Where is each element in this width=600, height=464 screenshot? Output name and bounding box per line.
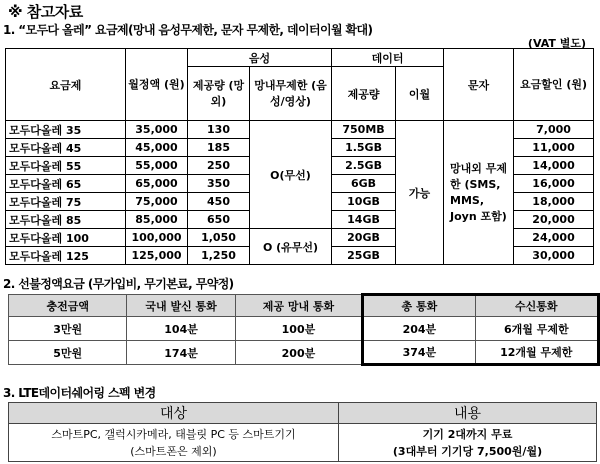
target-line2: (스마트폰은 제외)	[130, 444, 217, 458]
plan-discount: 11,000	[514, 139, 594, 157]
plan-voice: 450	[188, 193, 250, 211]
plan-data: 750MB	[332, 121, 396, 139]
charge-amount: 5만원	[9, 341, 127, 365]
plan-voice: 185	[188, 139, 250, 157]
unlimited-all: O (유무선)	[250, 229, 332, 265]
header-discount: 요금할인 (원)	[514, 49, 594, 121]
plan-data: 20GB	[332, 229, 396, 247]
header-monthly-fee: 월정액 (원)	[126, 49, 188, 121]
sms-text: 망내외 무제한 (SMS, MMS, Joyn 포함)	[444, 121, 514, 265]
in-network-call: 200분	[235, 341, 362, 365]
header-charge: 충전금액	[9, 295, 127, 317]
incoming-call: 12개월 무제한	[475, 341, 598, 365]
carryover-value: 가능	[396, 121, 444, 265]
header-incoming-call: 수신통화	[475, 295, 598, 317]
plan-data: 25GB	[332, 247, 396, 265]
plan-discount: 30,000	[514, 247, 594, 265]
incoming-call: 6개월 무제한	[475, 317, 598, 341]
prepaid-table	[8, 293, 600, 366]
plan-discount: 7,000	[514, 121, 594, 139]
header-voice: 음성	[188, 49, 332, 67]
plan-discount: 24,000	[514, 229, 594, 247]
header-data-amount: 제공량	[332, 67, 396, 121]
plan-name: 모두다올레 55	[6, 157, 126, 175]
plan-fee: 100,000	[126, 229, 188, 247]
header-data-carryover: 이월	[396, 67, 444, 121]
plan-name: 모두다올레 125	[6, 247, 126, 265]
plan-name: 모두다올레 65	[6, 175, 126, 193]
plan-fee: 35,000	[126, 121, 188, 139]
total-call: 204분	[363, 317, 475, 341]
content-cell	[339, 424, 597, 462]
data-sharing-table	[8, 402, 597, 462]
plan-fee: 65,000	[126, 175, 188, 193]
plan-voice: 130	[188, 121, 250, 139]
plan-fee: 45,000	[126, 139, 188, 157]
header-voice-unlimited: 망내무제한 (음성/영상)	[250, 67, 332, 121]
plan-fee: 85,000	[126, 211, 188, 229]
content-line2: (3대부터 기기당 7,500원/월)	[392, 444, 543, 458]
plan-voice: 1,250	[188, 247, 250, 265]
vat-note: (VAT 별도)	[527, 37, 586, 50]
plan-data: 10GB	[332, 193, 396, 211]
content-line1: 기기 2대까지 무료	[422, 427, 513, 441]
total-call: 374분	[363, 341, 475, 365]
target-line1: 스마트PC, 갤럭시카메라, 태블릿 PC 등 스마트기기	[51, 427, 296, 441]
plan-table	[5, 48, 594, 265]
domestic-call: 104분	[127, 317, 235, 341]
plan-voice: 250	[188, 157, 250, 175]
target-cell	[9, 424, 339, 462]
plan-name: 모두다올레 75	[6, 193, 126, 211]
unlimited-wireless: O(무선)	[250, 121, 332, 229]
plan-data: 6GB	[332, 175, 396, 193]
plan-discount: 16,000	[514, 175, 594, 193]
plan-voice: 350	[188, 175, 250, 193]
header-content: 내용	[339, 403, 597, 424]
charge-amount: 3만원	[9, 317, 127, 341]
section3-heading: 3. LTE데이터쉐어링 스펙 변경	[3, 386, 156, 400]
plan-name: 모두다올레 45	[6, 139, 126, 157]
section2-heading: 2. 선불정액요금 (무가입비, 무기본료, 무약정)	[3, 277, 234, 291]
header-plan: 요금제	[6, 49, 126, 121]
in-network-call: 100분	[235, 317, 362, 341]
plan-fee: 55,000	[126, 157, 188, 175]
plan-voice: 650	[188, 211, 250, 229]
plan-name: 모두다올레 35	[6, 121, 126, 139]
header-data: 데이터	[332, 49, 444, 67]
header-domestic-call: 국내 발신 통화	[127, 295, 235, 317]
plan-data: 14GB	[332, 211, 396, 229]
section1-heading: 1. “모두다 올레” 요금제(망내 음성무제한, 문자 무제한, 데이터이월 확대)	[3, 23, 373, 37]
plan-data: 1.5GB	[332, 139, 396, 157]
plan-name: 모두다올레 85	[6, 211, 126, 229]
plan-discount: 20,000	[514, 211, 594, 229]
header-sms: 문자	[444, 49, 514, 121]
domestic-call: 174분	[127, 341, 235, 365]
plan-fee: 75,000	[126, 193, 188, 211]
plan-fee: 125,000	[126, 247, 188, 265]
plan-name: 모두다올레 100	[6, 229, 126, 247]
header-total-call: 총 통화	[363, 295, 475, 317]
header-target: 대상	[9, 403, 339, 424]
header-in-network-call: 제공 망내 통화	[235, 295, 362, 317]
plan-discount: 18,000	[514, 193, 594, 211]
plan-data: 2.5GB	[332, 157, 396, 175]
page-title: ※ 참고자료	[8, 3, 83, 21]
header-voice-amount: 제공량 (망외)	[188, 67, 250, 121]
plan-discount: 14,000	[514, 157, 594, 175]
plan-voice: 1,050	[188, 229, 250, 247]
